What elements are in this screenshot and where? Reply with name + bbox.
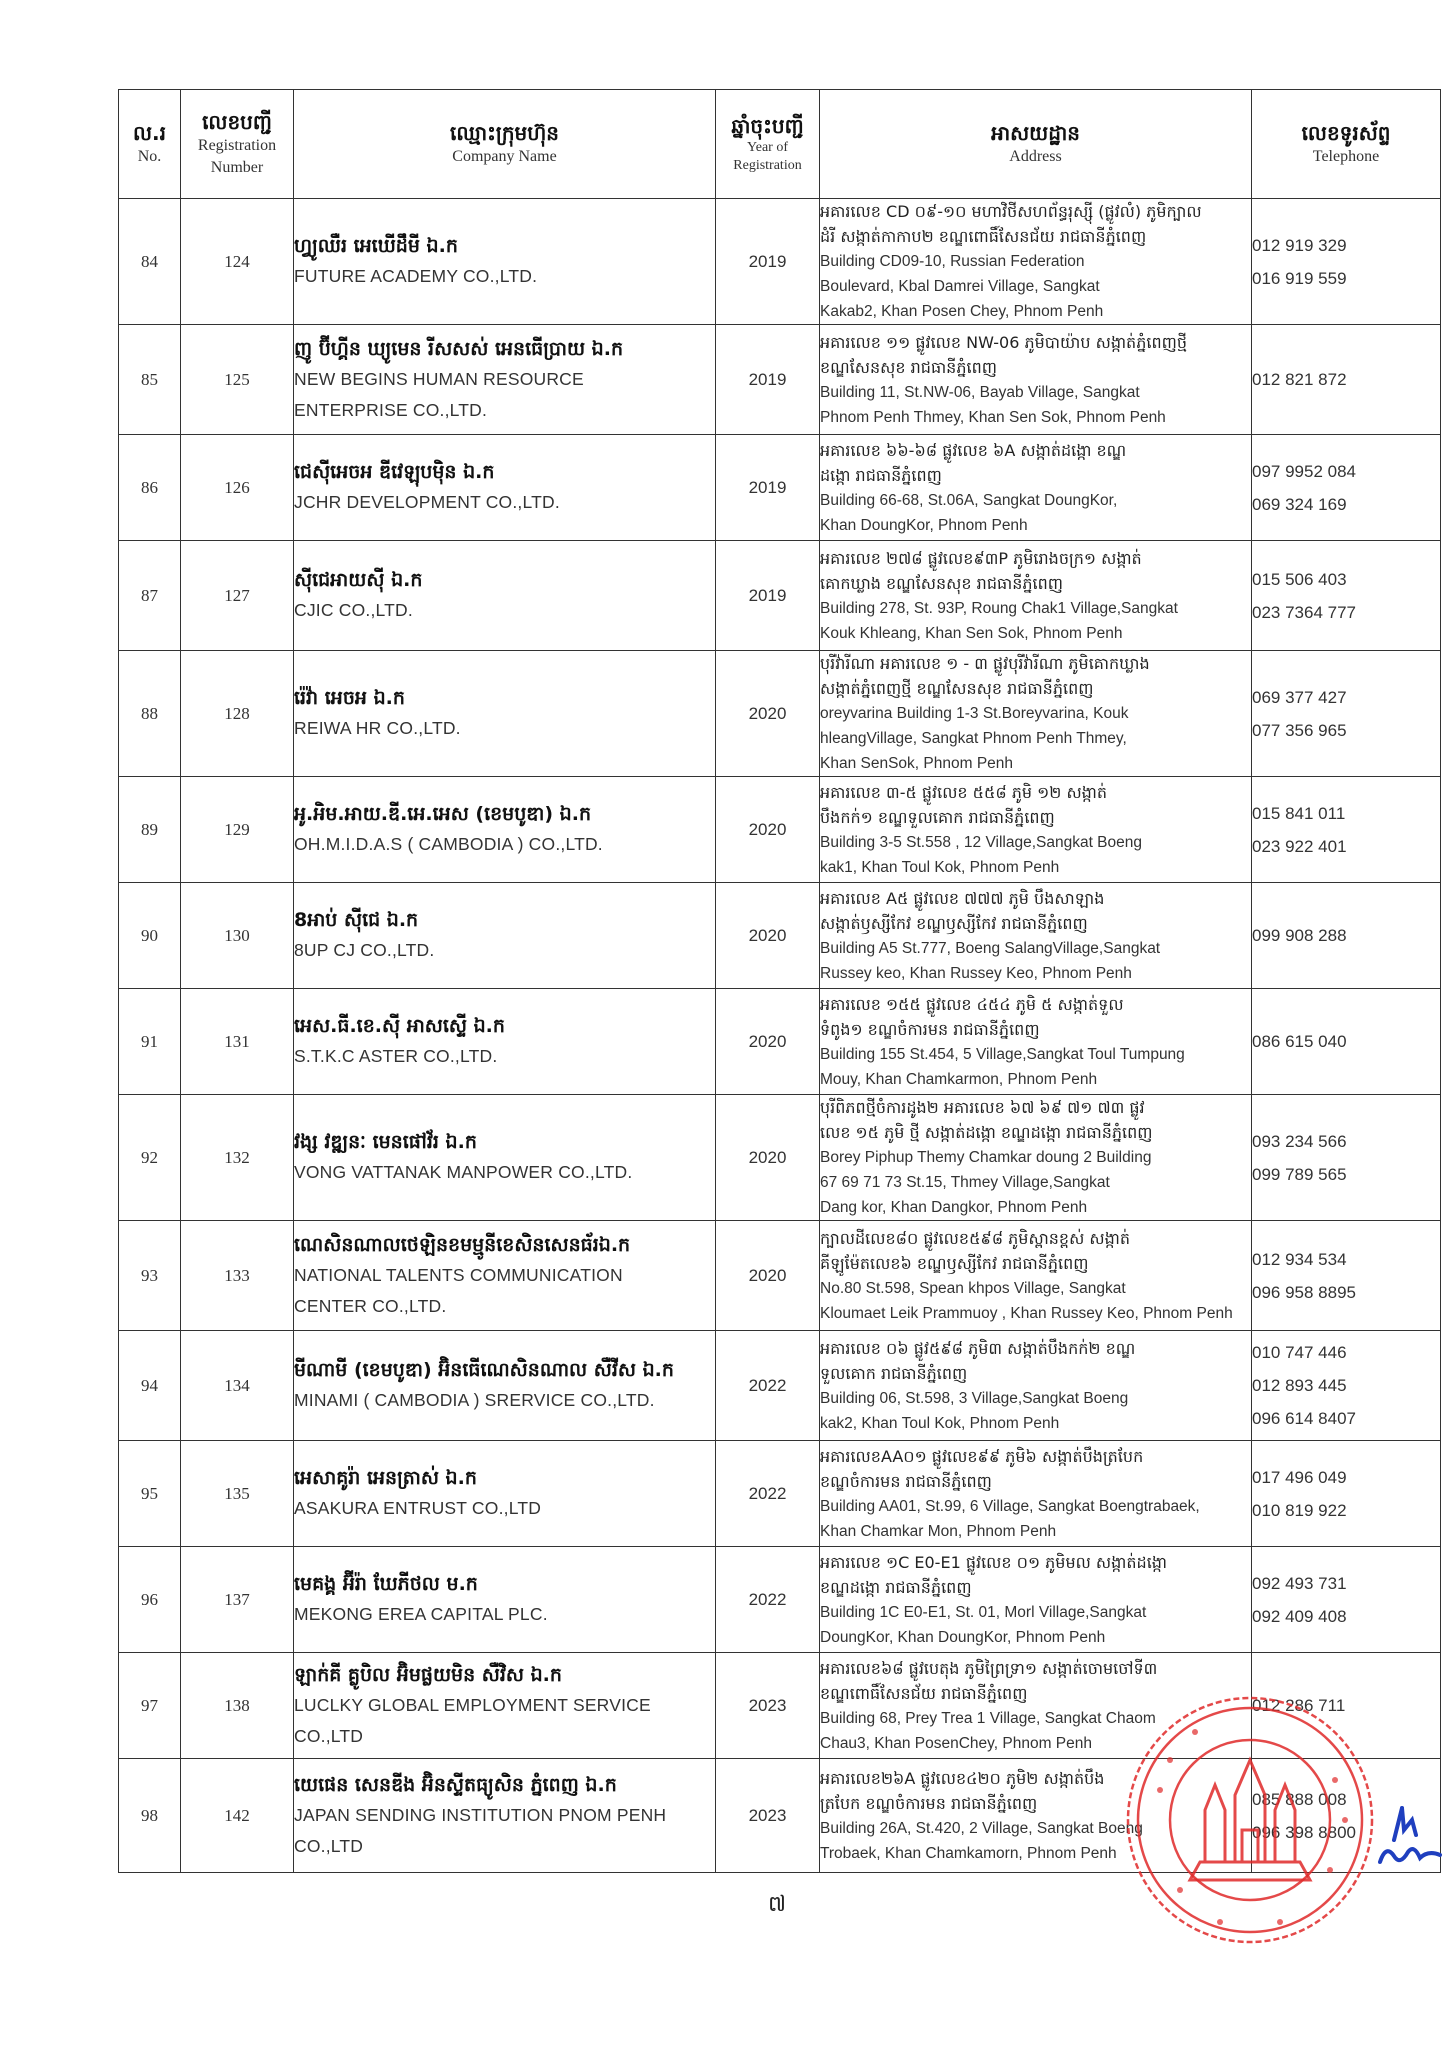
telephone-number: 069 324 169: [1252, 494, 1347, 514]
header-name-km: ឈ្មោះក្រុមហ៊ុន: [450, 121, 559, 145]
address-km-line: បឹងកក់១ ខណ្ឌទួលគោក រាជធានីភ្នំពេញ: [820, 807, 1055, 827]
registration-year: 2019: [716, 325, 820, 435]
address-km-line: អគារលេខ ១១ ផ្លូវលេខ NW-06 ភូមិបាយ៉ាប សង្កាត់ភ្នំពេញថ្មី: [820, 332, 1187, 352]
telephone-number: 010 747 446: [1252, 1343, 1347, 1362]
telephone-number: 023 7364 777: [1252, 602, 1356, 622]
address-km-line: ខណ្ឌសែនសុខ រាជធានីភ្នំពេញ: [820, 357, 997, 377]
company-name-cell: [294, 651, 716, 777]
registration-year: 2023: [716, 1653, 820, 1759]
address-km-line: អគារលេខ២៦A ផ្លូវលេខ៤២០ ភូមិ២ សង្កាត់បឹង: [820, 1768, 1105, 1788]
company-name-cell: [294, 1441, 716, 1547]
telephone-cell: [1252, 1331, 1441, 1441]
header-year: [716, 90, 820, 199]
address-en-line: Khan SenSok, Phnom Penh: [820, 755, 1014, 772]
row-number: 89: [119, 777, 181, 883]
registration-number: 138: [181, 1653, 294, 1759]
address-en-line: Building 155 St.454, 5 Village,Sangkat Toul Tumpung: [820, 1045, 1185, 1063]
telephone-number: 085 888 008: [1252, 1789, 1347, 1809]
address-en-line: kak2, Khan Toul Kok, Phnom Penh: [820, 1414, 1060, 1432]
header-year-km: ឆ្នាំចុះបញ្ជី: [731, 114, 804, 138]
address-km-line: សង្កាត់ឫស្សីកែវ ខណ្ឌឫស្សីកែវ រាជធានីភ្នំពេញ: [820, 913, 1088, 933]
address-km-line: អគារលេខ CD ០៩-១០ មហាវិថីសហព័ន្ធរុស្ស៊ី (ផ្លូវលំ) ភូមិក្បាល: [820, 202, 1202, 221]
telephone-cell: [1252, 1441, 1441, 1547]
telephone-number: 099 789 565: [1252, 1164, 1347, 1184]
address-en-line: Building A5 St.777, Boeng SalangVillage,Sangkat: [820, 939, 1161, 957]
header-no-km: ល.រ: [133, 121, 166, 145]
company-name-en: JCHR DEVELOPMENT CO.,LTD.: [294, 492, 560, 512]
company-name-cell: [294, 1095, 716, 1221]
table-header: [119, 90, 1441, 199]
registration-number: 137: [181, 1547, 294, 1653]
company-name-en: FUTURE ACADEMY CO.,LTD.: [294, 266, 538, 286]
company-name-en: OH.M.I.D.A.S ( CAMBODIA ) CO.,LTD.: [294, 834, 603, 854]
address-en-line: Kloumaet Leik Prammuoy , Khan Russey Keo, Phnom Penh: [820, 1304, 1233, 1322]
address-en-line: Building 26A, St.420, 2 Village, Sangkat Boeng: [820, 1819, 1143, 1837]
telephone-number: 097 9952 084: [1252, 461, 1356, 481]
registration-year: 2022: [716, 1441, 820, 1547]
address-en-line: Mouy, Khan Chamkarmon, Phnom Penh: [820, 1070, 1098, 1088]
telephone-cell: [1252, 325, 1441, 435]
header-registration: [181, 90, 294, 199]
company-name-km: ជេស៊ីអេចអ ឌីវេឡុបម៉ិន ឯ.ក: [294, 461, 495, 483]
row-number: 91: [119, 989, 181, 1095]
telephone-number: 015 841 011: [1252, 803, 1346, 823]
telephone-cell: [1252, 199, 1441, 325]
company-name-en: NEW BEGINS HUMAN RESOURCE: [294, 368, 584, 389]
company-name-km: ហ្វ្យូឈឺរ អេឃើដឹមី ឯ.ក: [294, 235, 458, 257]
row-number: 97: [119, 1653, 181, 1759]
company-name-cell: [294, 989, 716, 1095]
row-number: 95: [119, 1441, 181, 1547]
telephone-number: 012 934 534: [1252, 1249, 1347, 1269]
header-reg-en2: Number: [210, 159, 264, 176]
telephone-cell: [1252, 883, 1441, 989]
signature: [1374, 1800, 1444, 1870]
address-km-line: បុរីវ៉ារីណា អគារលេខ ១ - ៣ ផ្លូវបុរីវ៉ារីណា ភូមិគោកឃ្លាង: [820, 654, 1150, 673]
address-km-line: អគារលេខ A៥ ផ្លូវលេខ ៧៧៧ ភូមិ បឹងសាឡាង: [820, 888, 1105, 908]
address-en-line: Building 66-68, St.06A, Sangkat DoungKor,: [820, 491, 1118, 509]
company-name-en: NATIONAL TALENTS COMMUNICATION: [294, 1264, 623, 1285]
telephone-number: 010 819 922: [1252, 1500, 1347, 1520]
table-row: [119, 199, 1441, 325]
address-en-line: DoungKor, Khan DoungKor, Phnom Penh: [820, 1628, 1106, 1646]
table-row: [119, 1547, 1441, 1653]
address-km-line: អគារលេខ ១៥៥ ផ្លូវលេខ ៤៥៤ ភូមិ ៥ សង្កាត់ទួល: [820, 994, 1124, 1014]
telephone-number: 012 821 872: [1252, 370, 1347, 389]
row-number: 84: [119, 199, 181, 325]
address-en-line: Building AA01, St.99, 6 Village, Sangkat Boengtrabaek,: [820, 1497, 1200, 1515]
address-en-line: Phnom Penh Thmey, Khan Sen Sok, Phnom Penh: [820, 408, 1166, 426]
row-number: 88: [119, 651, 181, 777]
registration-number: 134: [181, 1331, 294, 1441]
company-name-cell: [294, 1221, 716, 1331]
telephone-number: 092 493 731: [1252, 1573, 1347, 1593]
table-row: [119, 1095, 1441, 1221]
address-en-line: Trobaek, Khan Chamkamorn, Phnom Penh: [820, 1844, 1117, 1862]
table-row: [119, 541, 1441, 651]
company-name-en: MEKONG EREA CAPITAL PLC.: [294, 1604, 548, 1624]
header-year-en1: Year of: [747, 140, 788, 155]
table-row: [119, 989, 1441, 1095]
address-cell: [820, 989, 1252, 1095]
row-number: 86: [119, 435, 181, 541]
header-addr-km: អាសយដ្ឋាន: [991, 121, 1080, 145]
address-km-line: សង្កាត់ភ្នំពេញថ្មី ខណ្ឌសែនសុខ រាជធានីភ្នំពេញ: [820, 679, 1094, 698]
address-cell: [820, 199, 1252, 325]
company-name-km: ស៊ីជេអាយស៊ី ឯ.ក: [294, 569, 423, 591]
header-addr-en: Address: [1009, 148, 1062, 165]
table-row: [119, 651, 1441, 777]
registration-year: 2020: [716, 989, 820, 1095]
registration-year: 2019: [716, 541, 820, 651]
company-name-en: CO.,LTD: [294, 1835, 364, 1856]
registration-year: 2022: [716, 1547, 820, 1653]
registration-year: 2022: [716, 1331, 820, 1441]
address-km-line: ត្របែក ខណ្ឌចំការមន រាជធានីភ្នំពេញ: [820, 1793, 1038, 1813]
telephone-number: 069 377 427: [1252, 687, 1347, 707]
page-number: ៧: [768, 1892, 787, 1917]
registration-number: 124: [181, 199, 294, 325]
company-name-km: រ៉េវ៉ា អេចអ ឯ.ក: [294, 687, 405, 709]
address-en-line: No.80 St.598, Spean khpos Village, Sangkat: [820, 1279, 1126, 1297]
company-name-km: 8អាប់ ស៊ីជេ ឯ.ក: [294, 909, 419, 931]
address-en-line: oreyvarina Building 1-3 St.Boreyvarina, Kouk: [820, 705, 1129, 722]
company-name-en: MINAMI ( CAMBODIA ) SRERVICE CO.,LTD.: [294, 1390, 655, 1410]
address-en-line: Kakab2, Khan Posen Chey, Phnom Penh: [820, 303, 1104, 320]
company-name-en: REIWA HR CO.,LTD.: [294, 718, 461, 738]
telephone-number: 017 496 049: [1252, 1467, 1347, 1487]
company-name-en: ENTERPRISE CO.,LTD.: [294, 399, 488, 420]
registration-number: 129: [181, 777, 294, 883]
company-name-km: អេសាគូរ៉ា អេនត្រាស់ ឯ.ក: [294, 1467, 477, 1489]
telephone-cell: [1252, 989, 1441, 1095]
registration-number: 131: [181, 989, 294, 1095]
telephone-number: 015 506 403: [1252, 569, 1347, 589]
company-name-cell: [294, 1547, 716, 1653]
telephone-number: 023 922 401: [1252, 836, 1347, 856]
company-name-cell: [294, 1653, 716, 1759]
company-name-km: អេស.ធី.ខេ.ស៊ី អាសស្ទើ ឯ.ក: [294, 1015, 505, 1037]
table-row: [119, 1221, 1441, 1331]
telephone-cell: [1252, 541, 1441, 651]
row-number: 98: [119, 1759, 181, 1873]
address-cell: [820, 325, 1252, 435]
row-number: 96: [119, 1547, 181, 1653]
header-tel-km: លេខទូរស័ព្ទ: [1301, 121, 1391, 145]
registration-year: 2020: [716, 777, 820, 883]
header-no: [119, 90, 181, 199]
address-en-line: Building 3-5 St.558 , 12 Village,Sangkat Boeng: [820, 833, 1143, 851]
company-name-cell: [294, 777, 716, 883]
telephone-cell: [1252, 651, 1441, 777]
address-cell: [820, 541, 1252, 651]
company-name-km: ណេសិនណាលថេឡិនខមម្មូនីខេសិនសេនធ័រឯ.ក: [294, 1233, 631, 1256]
company-name-cell: [294, 435, 716, 541]
company-name-km: អូ.អិម.អាយ.ឌី.អេ.អេស (ខេមបូឌា) ឯ.ក: [294, 803, 592, 825]
registration-number: 133: [181, 1221, 294, 1331]
header-reg-en1: Registration: [197, 137, 277, 154]
header-name-en: Company Name: [452, 148, 557, 165]
address-en-line: Dang kor, Khan Dangkor, Phnom Penh: [820, 1199, 1088, 1216]
address-cell: [820, 435, 1252, 541]
address-cell: [820, 1441, 1252, 1547]
table-body: [119, 199, 1441, 1873]
company-name-en: S.T.K.C ASTER CO.,LTD.: [294, 1046, 498, 1066]
company-name-en: CO.,LTD: [294, 1725, 364, 1746]
company-name-en: 8UP CJ CO.,LTD.: [294, 940, 435, 960]
company-name-en: LUCLKY GLOBAL EMPLOYMENT SERVICE: [294, 1694, 651, 1715]
telephone-number: 096 398 8800: [1252, 1822, 1356, 1842]
address-km-line: ទួលគោក រាជធានីភ្នំពេញ: [820, 1363, 968, 1383]
table-row: [119, 777, 1441, 883]
address-km-line: អគារលេខ៦៨ ផ្លូវបេតុង ភូមិព្រៃទ្រា១ សង្កាត់ចោមចៅទី៣: [820, 1658, 1158, 1678]
address-en-line: Building 278, St. 93P, Roung Chak1 Village,Sangkat: [820, 599, 1178, 617]
address-en-line: hleangVillage, Sangkat Phnom Penh Thmey,: [820, 730, 1127, 747]
address-cell: [820, 1331, 1252, 1441]
address-en-line: Building CD09-10, Russian Federation: [820, 253, 1085, 270]
address-cell: [820, 1221, 1252, 1331]
row-number: 94: [119, 1331, 181, 1441]
row-number: 87: [119, 541, 181, 651]
address-km-line: បុរីពិភពថ្មីចំការដូង២ អគារលេខ ៦៧ ៦៩ ៧១ ៧៣ ផ្លូវ: [820, 1098, 1145, 1117]
address-km-line: ដំរី សង្កាត់កាកាប២ ខណ្ឌពោធិ៍សែនជ័យ រាជធានីភ្នំពេញ: [820, 227, 1147, 246]
address-km-line: គោកឃ្លាង ខណ្ឌសែនសុខ រាជធានីភ្នំពេញ: [820, 573, 1063, 593]
telephone-cell: [1252, 1095, 1441, 1221]
row-number: 92: [119, 1095, 181, 1221]
address-km-line: ក្បាលដីលេខ៨០ ផ្លូវលេខ៥៩៨ ភូមិស្ពានខ្ពស់ សង្កាត់: [820, 1228, 1131, 1248]
company-name-en: CENTER CO.,LTD.: [294, 1295, 447, 1316]
address-km-line: ខណ្ឌពោធិ៍សែនជ័យ រាជធានីភ្នំពេញ: [820, 1683, 1028, 1703]
company-name-km: មេគង្គ អ៊ីរ៉ា ឃែភីថល ម.ក: [294, 1573, 478, 1595]
address-en-line: Kouk Khleang, Khan Sen Sok, Phnom Penh: [820, 624, 1123, 642]
address-km-line: ខណ្ឌដង្កោ រាជធានីភ្នំពេញ: [820, 1577, 972, 1597]
company-name-cell: [294, 325, 716, 435]
address-km-line: អគារលេខ ៣-៥ ផ្លូវលេខ ៥៥៨ ភូមិ ១២ សង្កាត់: [820, 782, 1108, 802]
address-en-line: Boulevard, Kbal Damrei Village, Sangkat: [820, 278, 1100, 295]
company-name-cell: [294, 883, 716, 989]
address-km-line: ទំពូង១ ខណ្ឌចំការមន រាជធានីភ្នំពេញ: [820, 1019, 1040, 1039]
company-name-cell: [294, 1331, 716, 1441]
address-en-line: Russey keo, Khan Russey Keo, Phnom Penh: [820, 964, 1132, 982]
address-km-line: អគារលេខ ៦៦-៦៨ ផ្លូវលេខ ៦A សង្កាត់ដង្កោ ខណ្ឌ: [820, 440, 1127, 460]
telephone-number: 086 615 040: [1252, 1032, 1347, 1051]
header-no-en: No.: [137, 148, 162, 165]
telephone-number: 012 919 329: [1252, 235, 1347, 255]
company-name-km: ញូ ប៊ីហ្គីន ឃ្យូមេន រីសសស់ អេនធើប្រាយ ឯ.ក: [294, 337, 624, 360]
row-number: 85: [119, 325, 181, 435]
address-km-line: ខណ្ឌចំការមន រាជធានីភ្នំពេញ: [820, 1471, 992, 1491]
address-km-line: អគារលេខ ២៧៨ ផ្លូវលេខ៩៣P ភូមិរោងចក្រ១ សង្កាត់: [820, 548, 1142, 568]
telephone-cell: [1252, 435, 1441, 541]
address-km-line: អគារលេខAA០១ ផ្លូវលេខ៩៩ ភូមិ៦ សង្កាត់បឹងត្របែក: [820, 1446, 1144, 1466]
angkor-temple-icon: [1190, 1760, 1310, 1880]
registration-number: 127: [181, 541, 294, 651]
header-address: [820, 90, 1252, 199]
address-en-line: kak1, Khan Toul Kok, Phnom Penh: [820, 858, 1060, 876]
company-name-km: ឡាក់គី គ្លូបិល អ៊ិមផ្លយមិន សឺវិស ឯ.ក: [294, 1663, 562, 1686]
address-cell: [820, 1547, 1252, 1653]
company-name-km: មីណាមី (ខេមបូឌា) អ៊ិនធើណេសិនណាល សឺវីស ឯ.ក: [294, 1359, 674, 1381]
address-cell: [820, 777, 1252, 883]
address-en-line: Building 11, St.NW-06, Bayab Village, Sangkat: [820, 383, 1140, 401]
address-en-line: Khan Chamkar Mon, Phnom Penh: [820, 1522, 1057, 1540]
row-number: 90: [119, 883, 181, 989]
company-name-cell: [294, 199, 716, 325]
telephone-number: 012 893 445: [1252, 1376, 1347, 1395]
address-en-line: Building 1C E0-E1, St. 01, Morl Village,Sangkat: [820, 1603, 1147, 1621]
header-telephone: [1252, 90, 1441, 199]
registration-year: 2020: [716, 883, 820, 989]
address-km-line: លេខ ១៥ ភូមិ ថ្មី សង្កាត់ដង្កោ ខណ្ឌដង្កោ រាជធានីភ្នំពេញ: [820, 1123, 1153, 1142]
table-row: [119, 325, 1441, 435]
registration-year: 2020: [716, 1221, 820, 1331]
telephone-cell: [1252, 1547, 1441, 1653]
registration-year: 2020: [716, 651, 820, 777]
address-en-line: Borey Piphup Themy Chamkar doung 2 Building: [820, 1149, 1152, 1166]
telephone-number: 092 409 408: [1252, 1606, 1347, 1626]
address-cell: [820, 1095, 1252, 1221]
registration-number: 142: [181, 1759, 294, 1873]
registration-year: 2019: [716, 435, 820, 541]
company-name-km: វង្ស វឌ្ឍនៈ មេនផៅវ័រ ឯ.ក: [294, 1131, 477, 1153]
telephone-cell: [1252, 1221, 1441, 1331]
registration-number: 130: [181, 883, 294, 989]
registration-year: 2020: [716, 1095, 820, 1221]
registration-number: 128: [181, 651, 294, 777]
header-company-name: [294, 90, 716, 199]
telephone-number: 077 356 965: [1252, 720, 1347, 740]
address-cell: [820, 651, 1252, 777]
header-tel-en: Telephone: [1312, 148, 1380, 165]
address-km-line: អគារលេខ ០៦ ផ្លូវ៥៩៨ ភូមិ៣ សង្កាត់បឹងកក់២ ខណ្ឌ: [820, 1338, 1136, 1358]
address-km-line: អគារលេខ ១C E0-E1 ផ្លូវលេខ ០១ ភូមិមល សង្កាត់ដង្កោ: [820, 1552, 1168, 1572]
address-en-line: 67 69 71 73 St.15, Thmey Village,Sangkat: [820, 1174, 1110, 1191]
address-en-line: Chau3, Khan PosenChey, Phnom Penh: [820, 1734, 1093, 1752]
table-row: [119, 883, 1441, 989]
registration-table: [118, 89, 1441, 1873]
company-name-cell: [294, 541, 716, 651]
company-name-en: VONG VATTANAK MANPOWER CO.,LTD.: [294, 1162, 633, 1182]
telephone-number: 093 234 566: [1252, 1131, 1347, 1151]
telephone-number: 016 919 559: [1252, 268, 1347, 288]
header-year-en2: Registration: [733, 158, 802, 173]
registration-number: 126: [181, 435, 294, 541]
table-row: [119, 435, 1441, 541]
address-km-line: គីឡូម៉ែតលេខ៦ ខណ្ឌឫស្សីកែវ រាជធានីភ្នំពេញ: [820, 1253, 1089, 1273]
address-en-line: Building 68, Prey Trea 1 Village, Sangkat Chaom: [820, 1709, 1156, 1727]
telephone-number: 099 908 288: [1252, 926, 1347, 945]
company-name-km: យេផេន សេនឌីង អ៊ិនស្ទីតធ្យូសិន ភ្នំពេញ ឯ.ក: [294, 1773, 617, 1796]
official-seal-stamp: [1120, 1690, 1380, 1950]
address-km-line: ដង្កោ រាជធានីភ្នំពេញ: [820, 465, 942, 485]
telephone-number: 096 614 8407: [1252, 1409, 1356, 1428]
company-name-cell: [294, 1759, 716, 1873]
table-row: [119, 1441, 1441, 1547]
telephone-number: 012 286 711: [1252, 1696, 1346, 1715]
address-en-line: Khan DoungKor, Phnom Penh: [820, 516, 1028, 534]
registration-year: 2019: [716, 199, 820, 325]
company-name-en: ASAKURA ENTRUST CO.,LTD: [294, 1498, 542, 1518]
company-name-en: CJIC CO.,LTD.: [294, 600, 413, 620]
telephone-number: 096 958 8895: [1252, 1282, 1356, 1302]
table-row: [119, 1331, 1441, 1441]
registration-number: 125: [181, 325, 294, 435]
company-name-en: JAPAN SENDING INSTITUTION PNOM PENH: [294, 1804, 667, 1825]
registration-year: 2023: [716, 1759, 820, 1873]
header-reg-km: លេខបញ្ជី: [202, 110, 272, 134]
address-cell: [820, 883, 1252, 989]
row-number: 93: [119, 1221, 181, 1331]
registration-number: 135: [181, 1441, 294, 1547]
telephone-cell: [1252, 777, 1441, 883]
registration-number: 132: [181, 1095, 294, 1221]
address-en-line: Building 06, St.598, 3 Village,Sangkat Boeng: [820, 1389, 1129, 1407]
